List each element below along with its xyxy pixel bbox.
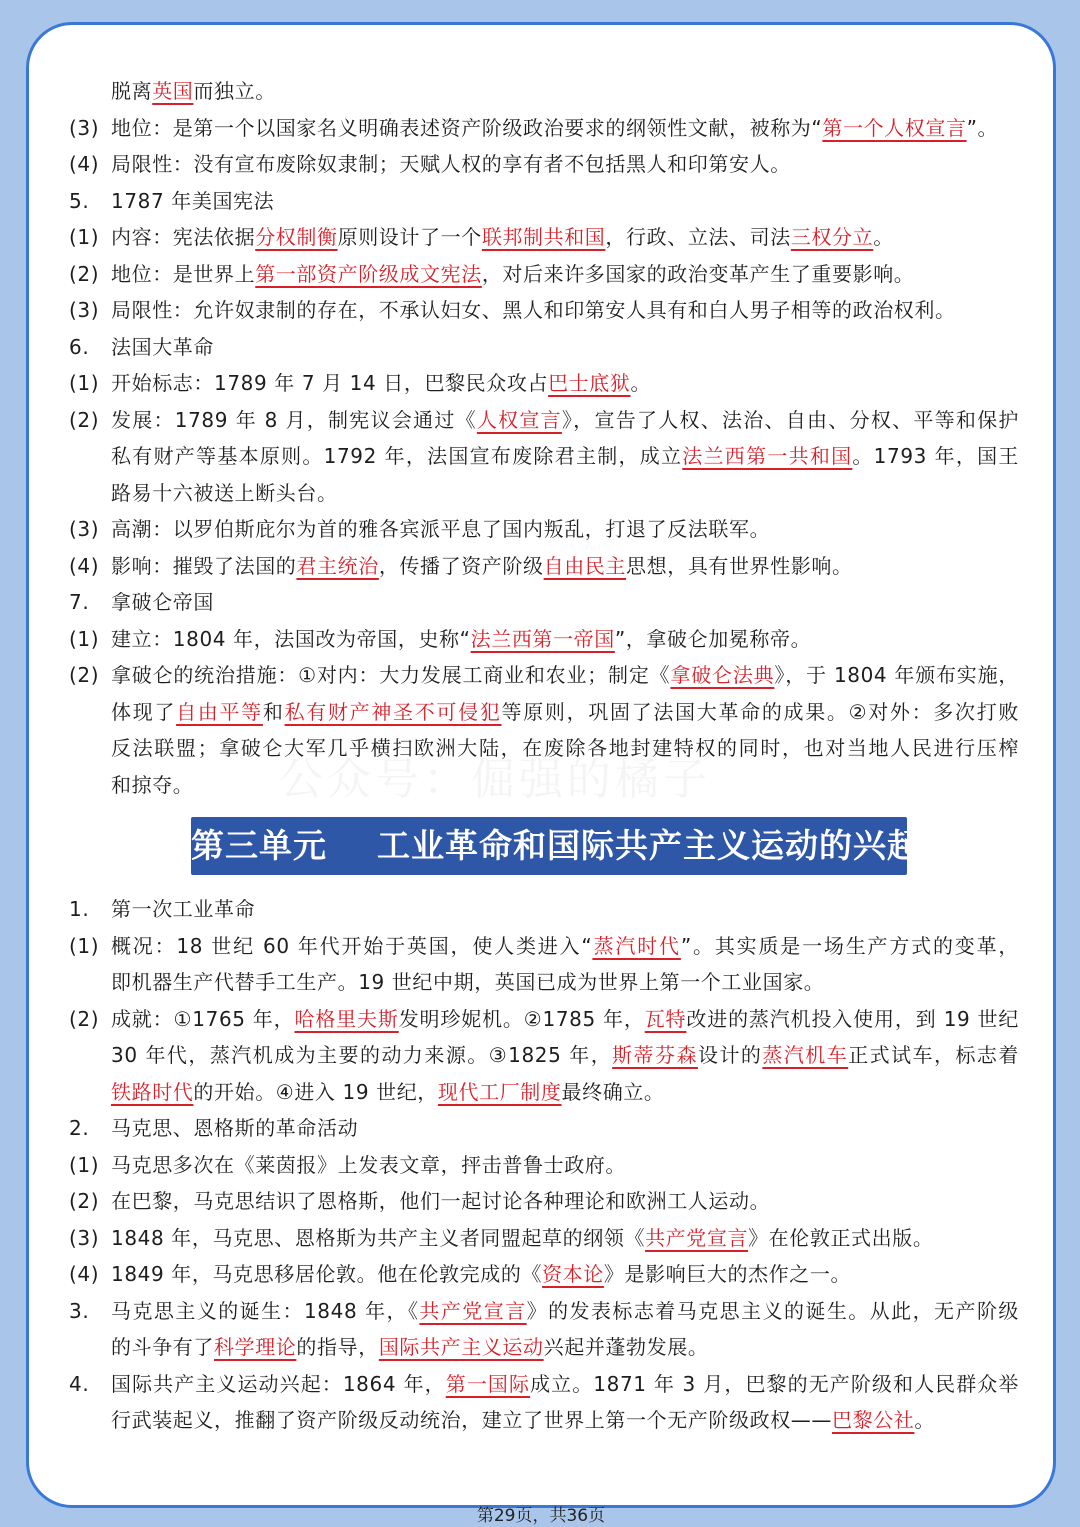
key-term: 现代工厂制度 (437, 1079, 562, 1104)
text-segment: 马克思多次在《莱茵报》上发表文章，抨击普鲁士政府。 (111, 1152, 626, 1177)
text-segment: 马克思主义的诞生：1848 年，《 (111, 1298, 420, 1323)
text-segment: ，传播了资产阶级 (378, 553, 544, 578)
text-segment: 脱离 (111, 79, 153, 103)
key-term: 拿破仑法典 (670, 663, 775, 687)
key-term: 私有财产神圣不可侵犯 (284, 699, 502, 724)
text-segment: 思想，具有世界性影响。 (626, 553, 853, 578)
line-text (111, 1153, 626, 1177)
text-line (69, 964, 1019, 1001)
line-text (111, 438, 1019, 475)
text-segment: 》，于 1804 年颁布实施， (774, 663, 1019, 687)
line-text (111, 335, 214, 359)
watermark (279, 743, 711, 807)
text-segment: 拿破仑的统治措施：①对内：大力发展工商业和农业；制定《 (111, 663, 671, 687)
text-line (69, 1183, 1019, 1220)
text-segment: 在巴黎，马克思结识了恩格斯，他们一起讨论各种理论和欧洲工人运动。 (111, 1189, 771, 1213)
item-number: (2) (69, 261, 100, 286)
text-line (69, 928, 1019, 965)
section-title: 第三单元 工业革命和国际共产主义运动的兴起 (191, 817, 907, 875)
line-text (111, 1037, 1019, 1074)
key-term: 斯蒂芬森 (612, 1043, 698, 1067)
text-segment: ，行政、立法、司法 (605, 225, 791, 249)
key-term: 铁路时代 (111, 1079, 194, 1104)
text-segment: 最终确立。 (561, 1079, 665, 1104)
key-term: 自由平等 (176, 699, 263, 724)
text-line (69, 1001, 1019, 1038)
item-number: (1) (69, 1152, 100, 1177)
text-segment: 1849 年，马克思移居伦敦。他在伦敦完成的《 (111, 1262, 543, 1286)
line-text (111, 928, 1019, 965)
key-term: 共产党宣言 (419, 1298, 527, 1323)
text-line (69, 365, 1019, 402)
text-line (69, 219, 1019, 256)
text-line (69, 475, 1019, 512)
line-text (111, 1189, 770, 1213)
text-line (69, 621, 1019, 658)
item-number: (4) (69, 152, 100, 176)
text-segment: 》的发表标志着马克思主义的诞生。从此，无产阶级 (526, 1298, 1019, 1323)
line-text (111, 79, 276, 103)
text-segment: 成就：①1765 年， (111, 1006, 295, 1031)
text-line (69, 292, 1019, 329)
text-segment: 1787 年美国宪法 (111, 188, 275, 213)
line-text (111, 1226, 933, 1250)
key-term: 君主统治 (296, 553, 379, 578)
text-line (69, 110, 1019, 147)
line-text (111, 298, 956, 322)
item-number: (1) (69, 933, 100, 958)
text-segment: 地位：是第一个以国家名义明确表述资产阶级政治要求的纲领性文献，被称为“ (111, 115, 823, 140)
item-number: 3. (69, 1298, 90, 1323)
text-segment: 反法联盟；拿破仑大军几乎横扫欧洲大陆，在废除各地封建特权的同时，也对当地人民进行压榨 (111, 736, 1019, 760)
text-line (69, 657, 1019, 694)
text-segment: ”。其实质是一场生产方式的变革， (680, 933, 1019, 958)
key-term: 第一部资产阶级成文宪法 (255, 261, 482, 286)
text-line (69, 183, 1019, 220)
text-segment: ”，拿破仑加冕称帝。 (614, 626, 812, 651)
item-number: (3) (69, 1225, 100, 1250)
line-text (111, 1293, 1019, 1330)
line-text (111, 189, 274, 213)
line-text (111, 1366, 1019, 1403)
line-text (111, 694, 1019, 731)
text-segment: 行武装起义，推翻了资产阶级反动统治，建立了世界上第一个无产阶级政权—— (111, 1408, 832, 1432)
line-text (111, 657, 1019, 694)
line-text (111, 116, 998, 140)
key-term: 巴黎公社 (832, 1408, 915, 1432)
section-banner (69, 803, 1019, 891)
text-segment: 的指导， (296, 1335, 379, 1359)
text-line (69, 1366, 1019, 1403)
item-number: (1) (69, 225, 100, 249)
page-footer: 第29页，共36页 (476, 1506, 606, 1526)
line-text (111, 371, 651, 395)
line-text (111, 1080, 665, 1104)
document-page (26, 22, 1056, 1526)
text-segment: 。 (873, 225, 894, 249)
key-term: 共产党宣言 (645, 1225, 749, 1250)
text-segment: 概况：18 世纪 60 年代开始于英国，使人类进入“ (111, 933, 593, 958)
text-segment: 设计的 (697, 1043, 763, 1067)
text-segment: 和 (262, 699, 285, 724)
line-text (111, 402, 1019, 439)
text-line (69, 548, 1019, 585)
text-line (69, 1329, 1019, 1366)
item-number: (4) (69, 1262, 100, 1286)
item-number: (1) (69, 371, 100, 395)
text-segment: ，对后来许多国家的政治变革产生了重要影响。 (481, 261, 915, 286)
text-line (69, 1074, 1019, 1111)
line-text (111, 1001, 1019, 1038)
text-line (69, 584, 1019, 621)
text-line (69, 329, 1019, 366)
line-text (111, 262, 914, 286)
text-segment: 开始标志：1789 年 7 月 14 日，巴黎民众攻占 (111, 371, 549, 395)
key-term: 蒸汽时代 (592, 933, 681, 958)
text-line (69, 511, 1019, 548)
text-line (69, 1147, 1019, 1184)
line-text (111, 152, 791, 176)
line-text (111, 1408, 935, 1432)
text-line (69, 694, 1019, 731)
text-line (69, 891, 1019, 928)
text-segment: 1848 年，马克思、恩格斯为共产主义者同盟起草的纲领《 (111, 1225, 646, 1250)
text-line (69, 1293, 1019, 1330)
text-segment: 内容：宪法依据 (111, 225, 256, 249)
line-text (111, 1335, 708, 1359)
item-number: 2. (69, 1116, 90, 1140)
item-number: (2) (69, 407, 100, 432)
text-line (69, 438, 1019, 475)
item-number: 1. (69, 897, 90, 921)
item-number: (2) (69, 1006, 100, 1031)
text-segment: 正式试车，标志着 (848, 1043, 1019, 1067)
text-segment: 的斗争有了 (111, 1335, 214, 1359)
text-line (69, 1220, 1019, 1257)
item-number: (4) (69, 553, 100, 578)
text-segment: 30 年代，蒸汽机成为主要的动力来源。③1825 年， (111, 1043, 613, 1067)
line-text (111, 970, 824, 994)
text-line (69, 1402, 1019, 1439)
key-term: 瓦特 (644, 1006, 687, 1031)
item-number: (3) (69, 115, 100, 140)
text-segment: 等原则，巩固了法国大革命的成果。②对外：多次打败 (501, 699, 1019, 724)
text-line (69, 146, 1019, 183)
key-term: 资本论 (542, 1262, 604, 1286)
line-text (111, 590, 214, 614)
line-text (111, 627, 811, 651)
item-number: (3) (69, 298, 100, 322)
line-text (111, 1262, 851, 1286)
text-segment: 局限性：没有宣布废除奴隶制；天赋人权的享有者不包括黑人和印第安人。 (111, 152, 791, 176)
text-segment: 国际共产主义运动兴起：1864 年， (111, 1371, 446, 1396)
text-segment: 的开始。④进入 19 世纪， (193, 1079, 438, 1104)
item-number: (3) (69, 517, 100, 541)
text-segment: 发展：1789 年 8 月，制宪议会通过《 (111, 407, 477, 432)
text-segment: 高潮：以罗伯斯庇尔为首的雅各宾派平息了国内叛乱，打退了反法联军。 (111, 517, 771, 541)
text-segment: 体现了 (111, 699, 177, 724)
key-term: 联邦制共和国 (481, 225, 606, 249)
text-segment: 兴起并蓬勃发展。 (543, 1335, 709, 1359)
key-term: 科学理论 (214, 1335, 297, 1359)
text-segment: 建立：1804 年，法国改为帝国，史称“ (111, 626, 471, 651)
line-text (111, 773, 193, 797)
text-segment: 》在伦敦正式出版。 (748, 1225, 934, 1250)
line-text (111, 481, 338, 505)
text-segment: 。1793 年，国王 (852, 444, 1019, 468)
text-line (69, 256, 1019, 293)
key-term: 巴士底狱 (548, 371, 631, 395)
text-segment: 改进的蒸汽机投入使用，到 19 世纪 (686, 1006, 1020, 1031)
text-segment: 地位：是世界上 (111, 261, 256, 286)
line-text (111, 897, 255, 921)
item-number: 7. (69, 590, 90, 614)
key-term: 第一个人权宣言 (822, 115, 967, 140)
text-segment: 和掠夺。 (111, 772, 194, 797)
text-segment: 》是影响巨大的杰作之一。 (603, 1262, 852, 1286)
item-number: 6. (69, 334, 90, 359)
key-term: 法兰西第一共和国 (682, 444, 853, 468)
text-line (69, 1256, 1019, 1293)
item-number: (1) (69, 626, 100, 651)
text-segment: 法国大革命 (111, 334, 214, 359)
text-line (69, 1037, 1019, 1074)
text-line (69, 402, 1019, 439)
text-segment: 影响：摧毁了法国的 (111, 553, 297, 578)
text-segment: 而独立。 (193, 79, 276, 103)
item-number: (2) (69, 663, 100, 687)
text-segment: 路易十六被送上断头台。 (111, 480, 338, 505)
text-segment: 即机器生产代替手工生产。19 世纪中期，英国已成为世界上第一个工业国家。 (111, 970, 825, 994)
key-term: 自由民主 (543, 553, 627, 578)
text-segment: 拿破仑帝国 (111, 590, 214, 614)
text-segment: 第一次工业革命 (111, 897, 256, 921)
key-term: 法兰西第一帝国 (470, 626, 615, 651)
key-term: 三权分立 (790, 225, 874, 249)
line-text (111, 1116, 358, 1140)
line-text (111, 225, 894, 249)
text-segment: 成立。1871 年 3 月，巴黎的无产阶级和人民群众举 (530, 1371, 1019, 1396)
item-number: 4. (69, 1371, 90, 1396)
key-term: 分权制衡 (255, 225, 338, 249)
text-segment: 发明珍妮机。②1785 年， (398, 1006, 645, 1031)
key-term: 第一国际 (445, 1371, 531, 1396)
text-line (69, 73, 1019, 110)
text-segment: 原则设计了一个 (337, 225, 482, 249)
text-segment: 。 (914, 1408, 936, 1432)
text-segment: 。 (630, 371, 652, 395)
line-text (111, 554, 853, 578)
item-number: 5. (69, 188, 90, 213)
key-term: 人权宣言 (476, 407, 562, 432)
key-term: 国际共产主义运动 (378, 1335, 544, 1359)
text-segment: ”。 (966, 115, 999, 140)
text-line (69, 1110, 1019, 1147)
key-term: 哈格里夫斯 (294, 1006, 399, 1031)
item-number: (2) (69, 1189, 100, 1213)
text-segment: 私有财产等基本原则。1792 年，法国宣布废除君主制，成立 (111, 444, 683, 468)
text-segment: 马克思、恩格斯的革命活动 (111, 1116, 359, 1140)
text-segment: 》，宣告了人权、法治、自由、分权、平等和保护 (561, 407, 1019, 432)
key-term: 英国 (152, 79, 194, 103)
key-term: 蒸汽机车 (762, 1043, 849, 1067)
line-text (111, 517, 770, 541)
text-segment: 局限性：允许奴隶制的存在，不承认妇女、黑人和印第安人具有和白人男子相等的政治权利。 (111, 298, 956, 322)
